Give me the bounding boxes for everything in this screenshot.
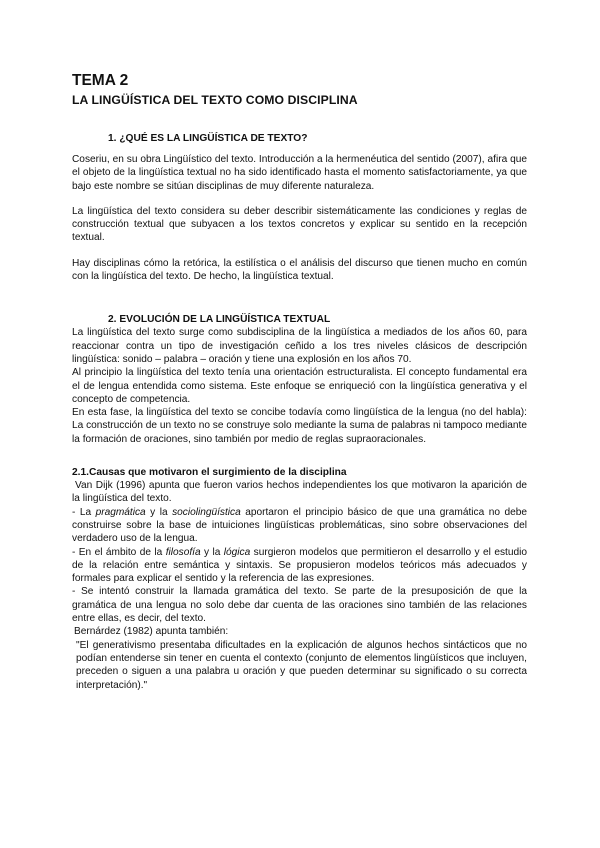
section-2-1-item-1 [72,506,527,546]
section-2-1-intro: Van Dijk (1996) apunta que fueron varios hechos independientes los que motivaron la aparición de la lingüística del texto. [72,480,527,505]
item-2-emphasis-filosofia: filosofía [165,546,201,558]
item-1-emphasis-sociolinguistica: sociolingüística [172,506,241,518]
section-1-paragraph-3: Hay disciplinas cómo la retórica, la estilística o el análisis del discurso que tienen mucho en común con la lingüística del texto. De hecho, la lingüística textual. [72,257,527,283]
section-2-1-item-2 [72,546,527,586]
bernardez-line: Bernárdez (1982) apunta también: [74,626,229,638]
item-1-text-c: aportaron el principio básico de que una gramática no debe construirse sobre la base de intuiciones lingüísticas problemáticas, sino sobre observaciones del verdadero uso de la lengua. [72,506,527,545]
item-2-text-c: surgieron modelos que permitieron el desarrollo y el estudio de la relación entre semántica y sintaxis. Se propusieron modelos teóricos más adecuados y formales para explicar el sentido y la referencia de las expresiones. [72,546,527,585]
section-2-paragraph-2: Al principio la lingüística del texto tenía una orientación estructuralista. El concepto fundamental era el de lengua entendida como sistema. Este enfoque se enriqueció con la lingüística generativa y el concepto de competencia. [72,367,527,405]
section-2-paragraph-3: En esta fase, la lingüística del texto se concibe todavía como lingüística de la lengua (no del habla): La construcción de un texto no se construye solo mediante la suma de palabras ni tampoco mediante la formación de oraciones, sino también por medio de reglas supraoracionales. [72,407,527,445]
item-2-text-a: - En el ámbito de la [72,546,166,558]
document-title: TEMA 2 [72,72,129,89]
section-1-paragraph-2: La lingüística del texto considera su deber describir sistemáticamente las condiciones y reglas de construcción textual que subyacen a los textos concretos y explicar su sentido en la recepción textual. [72,205,527,244]
section-2-1-heading: 2.1.Causas que motivaron el surgimiento de la disciplina [72,467,347,479]
item-1-text-b: y la [145,506,173,518]
document-subtitle: LA LINGÜÍSTICA DEL TEXTO COMO DISCIPLINA [72,93,358,107]
section-2-1-item-3: - Se intentó construir la llamada gramática del texto. Se parte de la presuposición de que la gramática de una lengua no solo debe dar cuenta de las oraciones sino también de las relaciones entre ellas, es decir, del texto. [72,586,527,625]
section-1-heading: 1. ¿QUÉ ES LA LINGÜÍSTICA DE TEXTO? [108,133,308,144]
document-page [72,72,527,692]
section-2-heading: 2. EVOLUCIÓN DE LA LINGÜÍSTICA TEXTUAL [108,314,331,326]
item-1-text-a: - La [72,506,96,518]
item-2-emphasis-logica: lógica [223,546,251,558]
bernardez-quote: "El generativismo presentaba dificultades en la explicación de algunos hechos sintácticos que no podían entenderse sin tener en cuenta el contexto (conjunto de elementos lingüísticos que incluyen, preceden o siguen a una palabra u oración y que pueden determinar su significado o su correcta interpretación)." [76,639,527,691]
item-2-text-b: y la [200,546,224,558]
section-2-paragraph-1: La lingüística del texto surge como subdisciplina de la lingüística a mediados de los años 60, para reaccionar contra un tipo de investigación ceñido a los tres niveles clásicos de descripción lingüística: sonido – palabra – oración y tiene una explosión en los años 70. [72,327,527,365]
item-1-emphasis-pragmatica: pragmática [95,506,146,518]
section-1-paragraph-1: Coseriu, en su obra Lingüístico del texto. Introducción a la hermenéutica del sentido (2007), afira que el objeto de la lingüística textual no ha sido identificado hasta el momento satisfactoriamente, ya que bajo este nombre se sitúan disciplinas de muy diferente naturaleza. [72,154,527,192]
